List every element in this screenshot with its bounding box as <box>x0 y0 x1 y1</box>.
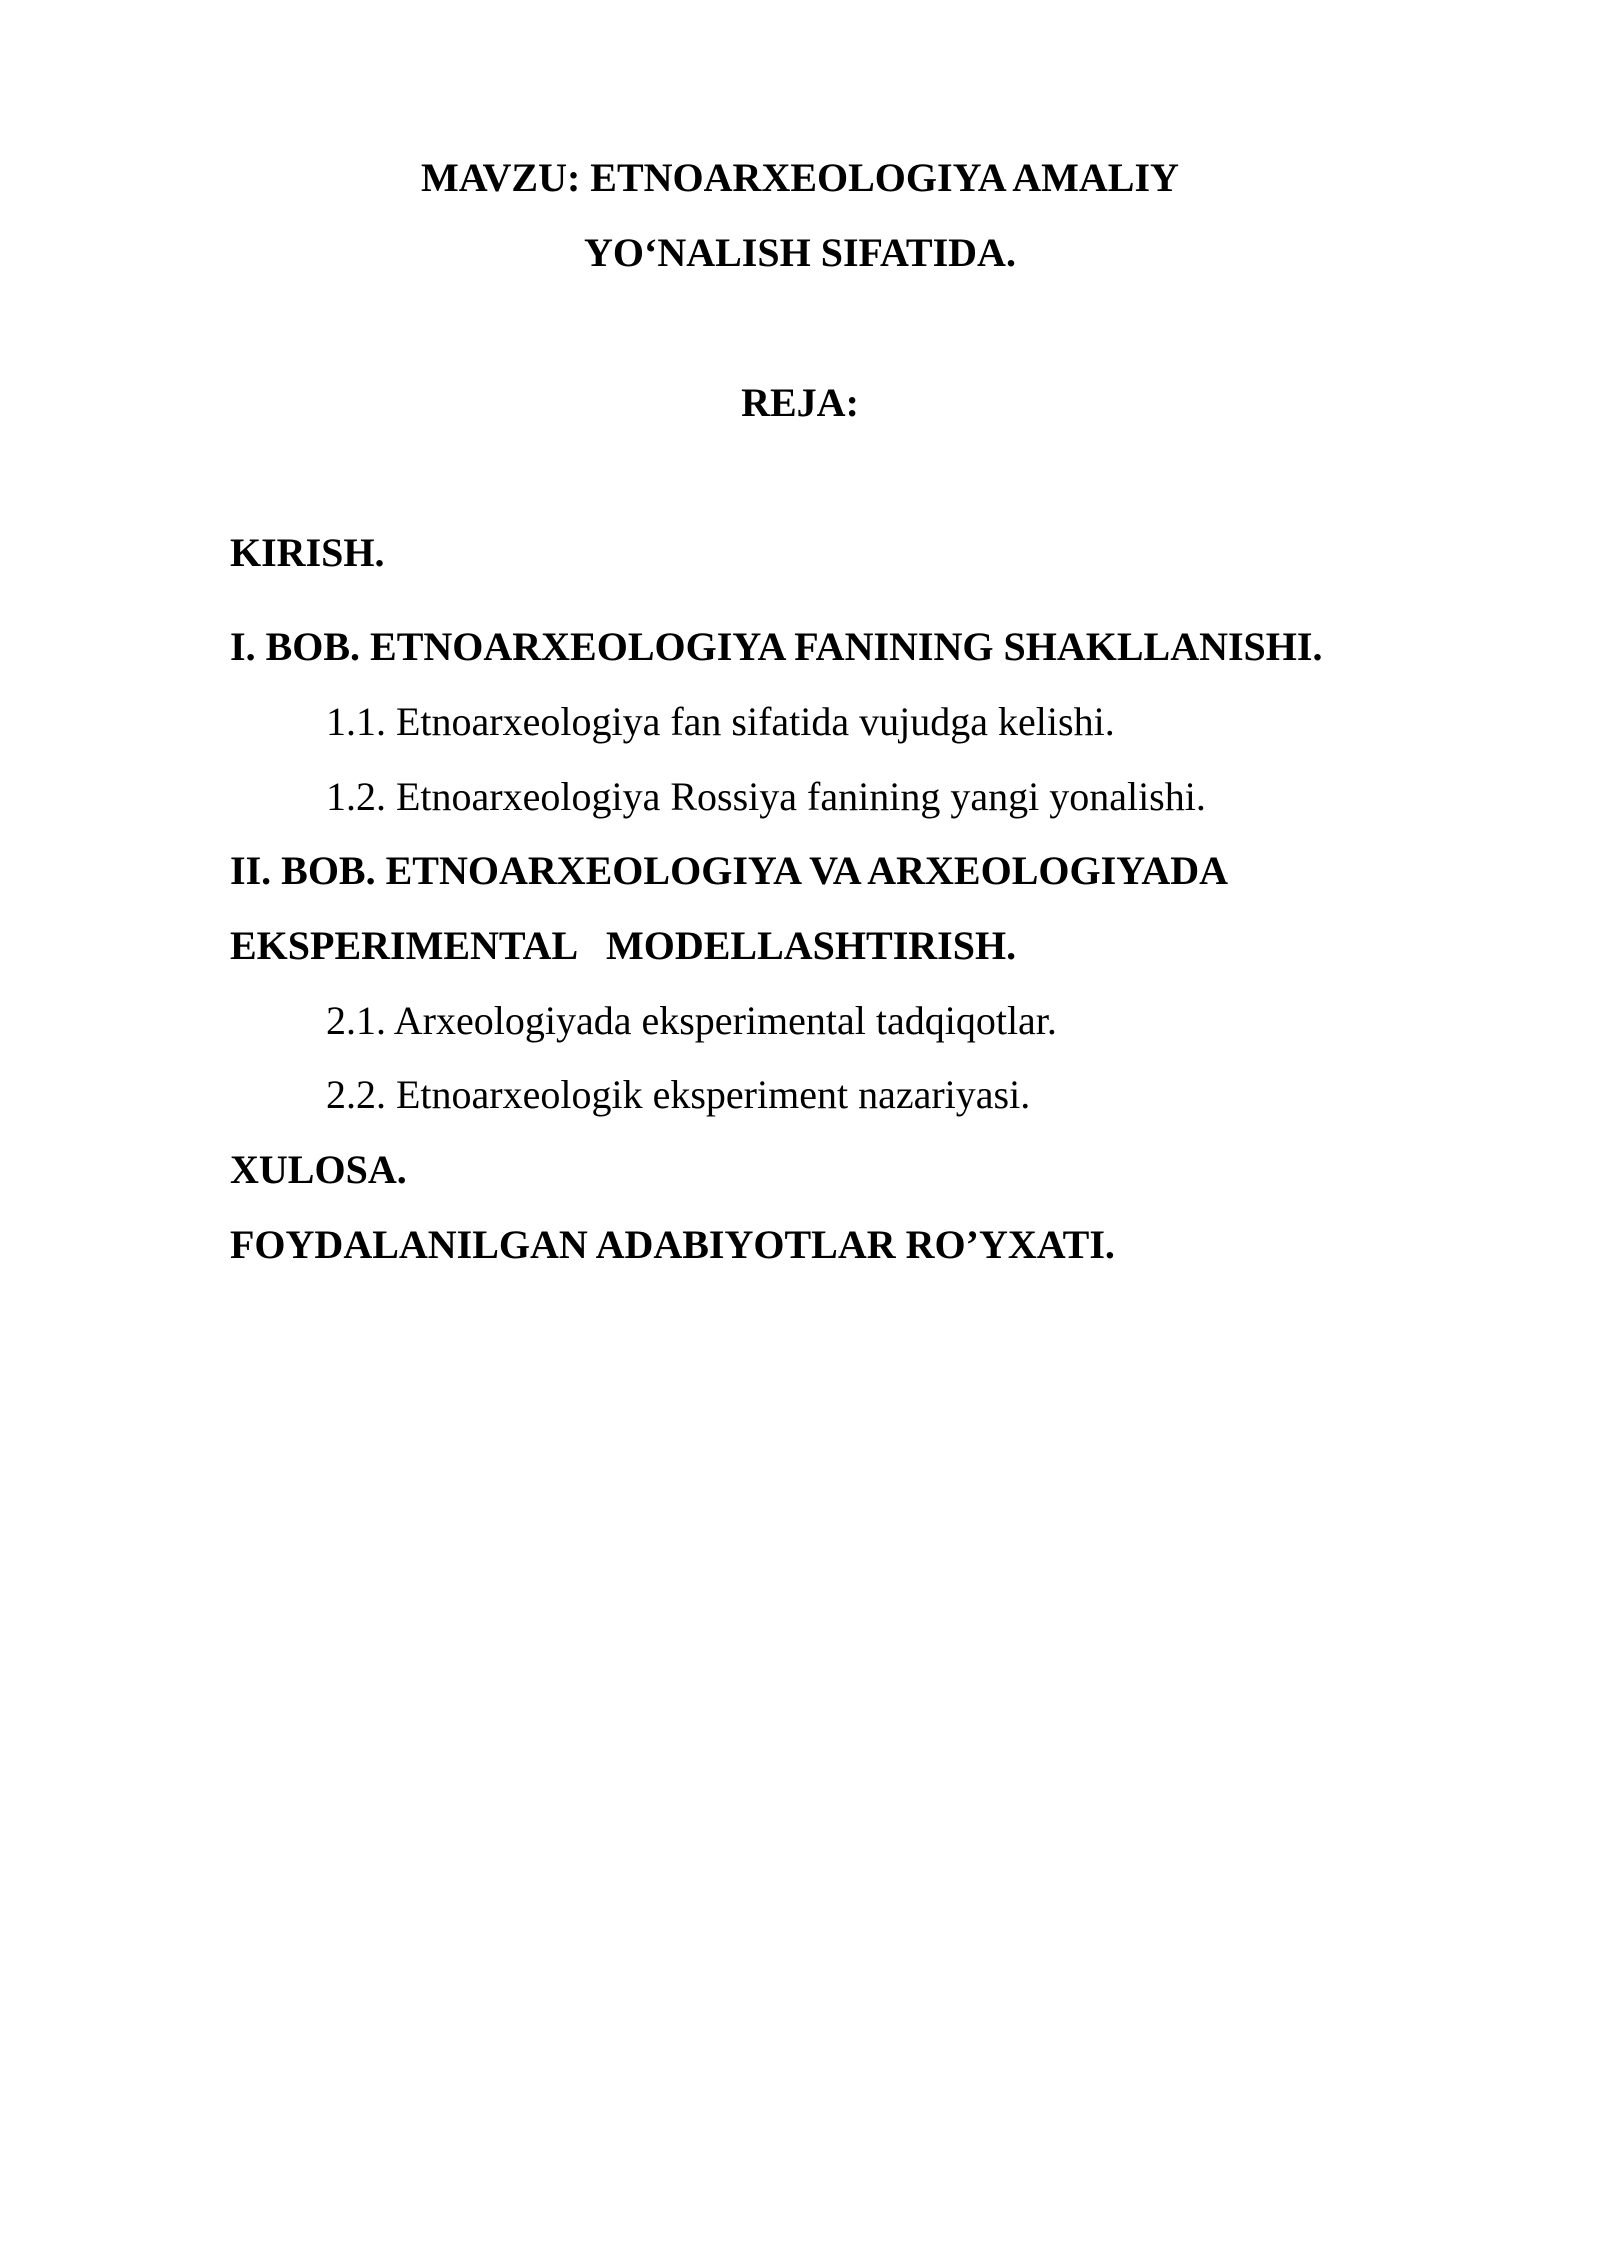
outline-item-chapter-2-line-2: EKSPERIMENTAL MODELLASHTIRISH. <box>230 923 1017 968</box>
plan-heading: REJA: <box>741 380 859 425</box>
outline-item-introduction: KIRISH. <box>230 530 385 575</box>
outline-item-section-1-2: 1.2. Etnoarxeologiya Rossiya fanining yangi yonalishi. <box>326 774 1206 819</box>
outline-item-section-1-1: 1.1. Etnoarxeologiya fan sifatida vujudga kelishi. <box>326 699 1115 744</box>
outline-item-conclusion: XULOSA. <box>230 1147 407 1192</box>
outline-item-section-2-2: 2.2. Etnoarxeologik eksperiment nazariyasi. <box>326 1072 1031 1117</box>
outline-item-section-2-1: 2.1. Arxeologiyada eksperimental tadqiqotlar. <box>326 998 1057 1043</box>
outline-item-chapter-2-line-1: II. BOB. ETNOARXEOLOGIYA VA ARXEOLOGIYADA <box>230 848 1229 893</box>
title-line-1: MAVZU: ETNOARXEOLOGIYA AMALIY <box>421 155 1179 200</box>
outline-item-references: FOYDALANILGAN ADABIYOTLAR RO’YXATI. <box>230 1222 1115 1267</box>
title-line-2: YO‘NALISH SIFATIDA. <box>584 230 1016 275</box>
outline-item-chapter-1: I. BOB. ETNOARXEOLOGIYA FANINING SHAKLLANISHI. <box>230 624 1323 669</box>
